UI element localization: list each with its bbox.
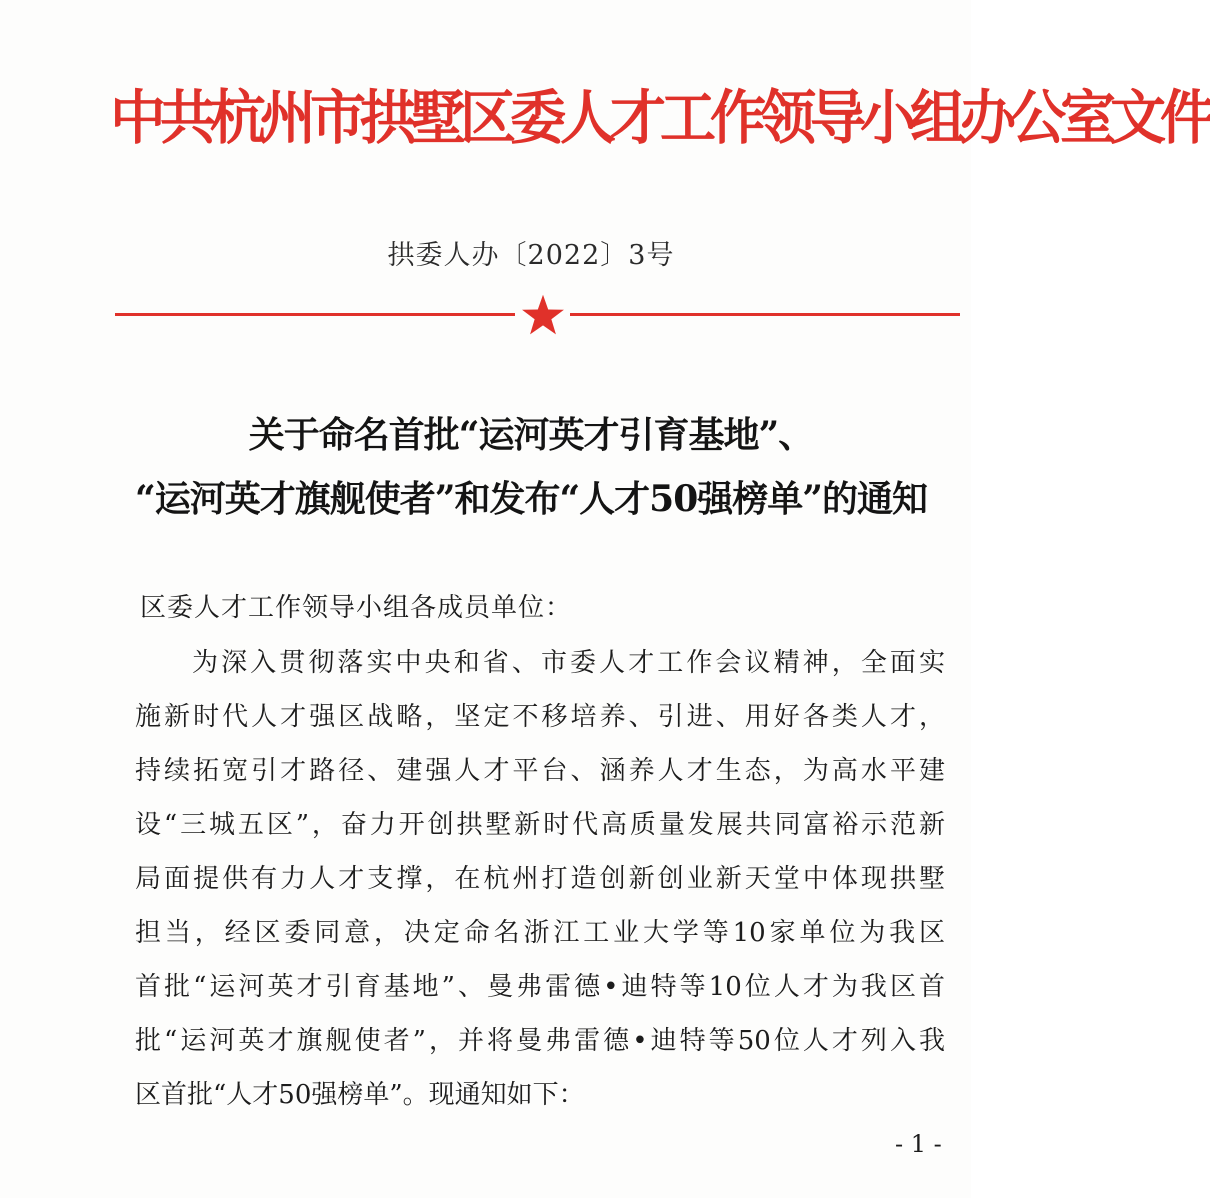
body-line: 施新时代人才强区战略，坚定不移培养、引进、用好各类人才， — [135, 702, 945, 732]
page-number: - 1 - — [895, 1130, 942, 1158]
body-line: 区首批“人才50强榜单”。现通知如下： — [135, 1080, 585, 1110]
body-line: 担当，经区委同意，决定命名浙江工业大学等10家单位为我区 — [135, 918, 945, 948]
document-number: 拱委人办〔2022〕3号 — [387, 240, 675, 271]
red-divider-left — [115, 313, 515, 316]
body-line: 设“三城五区”，奋力开创拱墅新时代高质量发展共同富裕示范新 — [135, 810, 945, 840]
red-star-icon — [521, 293, 565, 337]
document-header-title: 中共杭州市拱墅区委人才工作领导小组办公室文件 — [110, 83, 1210, 153]
notice-title-line-2: “运河英才旗舰使者”和发布“人才50强榜单”的通知 — [135, 478, 927, 520]
notice-title-line-1: 关于命名首批“运河英才引育基地”、 — [248, 414, 814, 456]
red-divider-right — [570, 313, 960, 316]
body-line: 为深入贯彻落实中央和省、市委人才工作会议精神，全面实 — [192, 648, 945, 678]
salutation: 区委人才工作领导小组各成员单位： — [140, 593, 573, 623]
body-line: 批“运河英才旗舰使者”，并将曼弗雷德•迪特等50位人才列入我 — [135, 1026, 945, 1056]
body-line: 局面提供有力人才支撑，在杭州打造创新创业新天堂中体现拱墅 — [135, 864, 945, 894]
body-line: 持续拓宽引才路径、建强人才平台、涵养人才生态，为高水平建 — [135, 756, 945, 786]
body-line: 首批“运河英才引育基地”、曼弗雷德•迪特等10位人才为我区首 — [135, 972, 945, 1002]
